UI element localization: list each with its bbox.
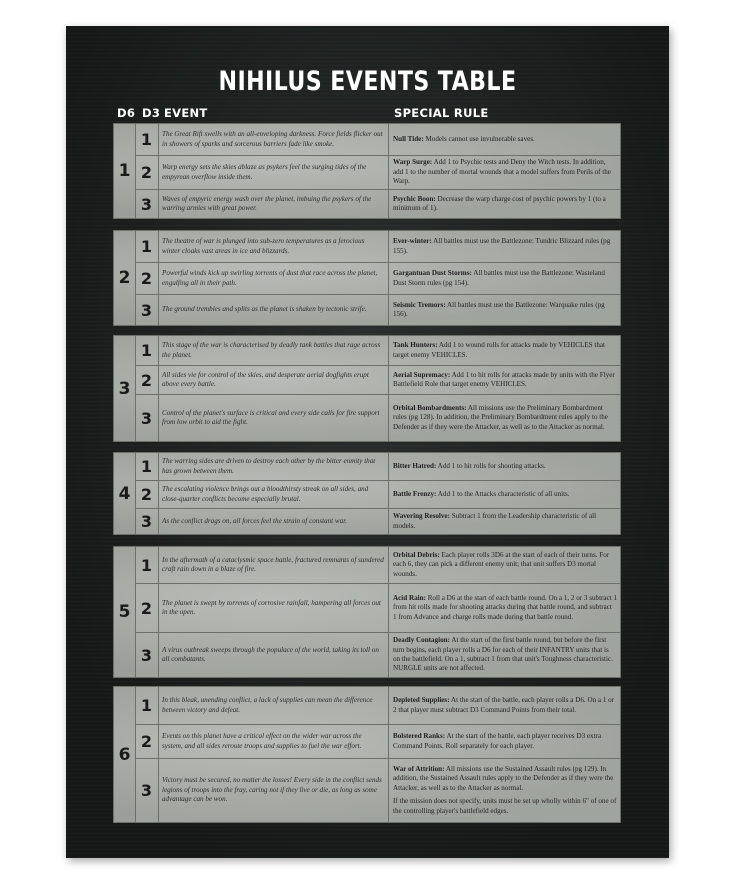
d6-result: 3 xyxy=(114,336,136,441)
d3-result: 1 xyxy=(135,453,159,480)
event-text: All sides vie for control of the skies, and desperate aerial dogfights erupt above every battle. xyxy=(162,370,369,388)
d6-result: 4 xyxy=(114,453,136,534)
special-rule xyxy=(389,395,620,441)
special-rule xyxy=(389,509,620,534)
rule-name: Psychic Boon: xyxy=(393,194,436,203)
event-description xyxy=(158,124,389,155)
rule-text: Each player rolls 3D6 at the start of each of their turns. For each 6, they can pick a different enemy unit; that unit suffers D3 mortal wounds. xyxy=(393,550,610,578)
rule-name: Orbital Debris: xyxy=(393,550,440,559)
table-row xyxy=(135,156,620,190)
d3-result: 2 xyxy=(135,725,159,758)
rule-name: Warp Surge: xyxy=(393,158,433,167)
rule-text: At the start of the battle, each player rolls a D6. On a 1 or 2 that player must subtract D3 Command Points from their total. xyxy=(393,696,615,714)
event-text: The warring sides are driven to destroy each other by the bitter enmity that has grown between them. xyxy=(162,457,376,475)
event-text: Victory must be secured, no matter the losses! Every side in the conflict sends legions of troops into the fray, caring not if they live or die, as long as some advantage can be won. xyxy=(162,776,382,804)
special-rule xyxy=(389,481,620,508)
d3-result: 2 xyxy=(135,366,159,394)
d3-result: 3 xyxy=(135,190,159,218)
rule-name: Seismic Tremors: xyxy=(393,300,446,309)
d6-result: 1 xyxy=(114,124,136,218)
event-description xyxy=(158,263,389,294)
table-row xyxy=(135,295,620,325)
rulebook-page xyxy=(66,26,669,858)
table-row xyxy=(135,190,620,218)
event-text: Powerful winds kick up swirling torrents of dust that race across the planet, engulfing all in their path. xyxy=(162,269,378,287)
rule-name: Null Tide: xyxy=(393,134,424,143)
special-rule-paragraph xyxy=(393,732,617,751)
event-description xyxy=(158,336,389,365)
rule-text: All battles must use the Battlezone: Wasteland Dust Storm rules (pg 154). xyxy=(393,269,605,287)
table-row xyxy=(135,124,620,156)
event-text: The escalating violence brings out a bloodthirsty streak on all sides, and close-quarter conflicts become especially brutal. xyxy=(162,485,369,503)
table-row xyxy=(135,231,620,263)
special-rule xyxy=(389,124,620,155)
rule-name: Aerial Supremacy: xyxy=(393,370,451,379)
d3-result: 3 xyxy=(135,633,159,677)
special-rule-paragraph xyxy=(393,636,617,674)
event-description xyxy=(158,687,389,724)
rule-text: All missions use the Sustained Assault rules (pg 129). In addition, the Sustained Assault rules apply to the Defender as if they were the Attacker, as well as to the Attacker as normal. xyxy=(393,764,614,792)
table-row xyxy=(135,366,620,395)
special-rule xyxy=(389,725,620,758)
special-rule-paragraph xyxy=(393,765,617,793)
event-group-6 xyxy=(113,686,621,823)
event-description xyxy=(158,231,389,262)
d3-result: 3 xyxy=(135,759,159,822)
d3-result: 3 xyxy=(135,395,159,441)
event-description xyxy=(158,759,389,822)
rule-text: Add 1 to the Attacks characteristic of all units. xyxy=(436,489,570,498)
event-text: The theatre of war is plunged into sub-zero temperatures as a ferocious winter cloaks vast areas in ice and blizzards. xyxy=(162,237,365,255)
rule-name: Bitter Hatred: xyxy=(393,461,437,470)
d3-result: 1 xyxy=(135,547,159,583)
event-description xyxy=(158,190,389,218)
column-header-special-rule: SPECIAL RULE xyxy=(394,106,489,120)
event-group-3 xyxy=(113,335,621,442)
d3-result: 2 xyxy=(135,481,159,508)
special-rule xyxy=(389,687,620,724)
event-description xyxy=(158,481,389,508)
event-description xyxy=(158,584,389,632)
d6-result: 2 xyxy=(114,231,136,325)
table-row xyxy=(135,687,620,725)
rule-text: All battles must use the Battlezone: Tundric Blizzard rules (pg 155). xyxy=(393,237,611,255)
event-description xyxy=(158,295,389,325)
rule-text: All battles must use the Battlezone: Warquake rules (pg 156). xyxy=(393,300,605,318)
table-row xyxy=(135,509,620,534)
table-row xyxy=(135,759,620,822)
event-description xyxy=(158,547,389,583)
d3-result: 1 xyxy=(135,687,159,724)
special-rule-paragraph xyxy=(393,594,617,622)
special-rule-paragraph xyxy=(393,696,617,715)
d3-result: 3 xyxy=(135,509,159,534)
d3-result: 2 xyxy=(135,584,159,632)
special-rule-paragraph xyxy=(393,237,617,256)
special-rule xyxy=(389,453,620,480)
special-rule-paragraph xyxy=(393,512,617,531)
event-description xyxy=(158,366,389,394)
special-rule-paragraph xyxy=(393,135,617,144)
rule-text: At the start of the battle, each player receives D3 extra Command Points. Roll separately for each player. xyxy=(393,732,602,750)
event-group-2 xyxy=(113,230,621,326)
rule-name: Ever-winter: xyxy=(393,237,432,246)
special-rule-paragraph xyxy=(393,269,617,288)
event-text: In this bleak, unending conflict, a lack of supplies can mean the difference between victory and defeat. xyxy=(162,696,373,714)
event-text: This stage of the war is characterised by deadly tank battles that rage across the planet. xyxy=(162,341,381,359)
rule-text: Add 1 to hit rolls for shooting attacks. xyxy=(436,461,546,470)
special-rule-paragraph xyxy=(393,301,617,320)
special-rule-paragraph xyxy=(393,341,617,360)
event-text: The Great Rift swells with an all-enveloping darkness. Force fields flicker out in showers of sparks and sorcerous barriers fade like smoke. xyxy=(162,130,383,148)
page-title: NIHILUS EVENTS TABLE xyxy=(218,66,517,97)
event-description xyxy=(158,509,389,534)
table-row xyxy=(135,395,620,441)
d3-result: 3 xyxy=(135,295,159,325)
event-description xyxy=(158,395,389,441)
special-rule xyxy=(389,366,620,394)
d3-result: 2 xyxy=(135,263,159,294)
rule-text: Models cannot use invulnerable saves. xyxy=(423,134,535,143)
special-rule-paragraph xyxy=(393,371,617,390)
event-text: Control of the planet's surface is critical and every side calls for fire support from low orbit to aid the fight. xyxy=(162,408,380,426)
special-rule xyxy=(389,231,620,262)
special-rule xyxy=(389,190,620,218)
rule-extra-text: If the mission does not specify, units must be set up wholly within 6" of one of the controlling player's battlefield edges. xyxy=(393,797,617,815)
d6-result: 6 xyxy=(114,687,136,822)
special-rule xyxy=(389,759,620,822)
rule-text: At the start of the first battle round, but before the first turn begins, each player rolls a D6 for each of their INFANTRY units that is on the battlefield. On a 1, subtract 1 from that unit's Toughness characteristic. NURGLE units are not affected. xyxy=(393,636,613,673)
event-description xyxy=(158,453,389,480)
rule-text: Subtract 1 from the Leadership characteristic of all models. xyxy=(393,512,597,530)
rule-text: Decrease the warp charge cost of psychic powers by 1 (to a minimum of 1). xyxy=(393,194,606,212)
event-text: The planet is swept by torrents of corrosive rainfall, hampering all forces out in the open. xyxy=(162,598,381,616)
table-row xyxy=(135,547,620,584)
event-group-4 xyxy=(113,452,621,535)
rule-name: Orbital Bombardments: xyxy=(393,403,467,412)
event-text: A virus outbreak sweeps through the populace of the world, taking its toll on all combatants. xyxy=(162,645,379,663)
special-rule-paragraph xyxy=(393,551,617,579)
rule-name: Bolstered Ranks: xyxy=(393,732,446,741)
event-text: Warp energy sets the skies ablaze as psykers feel the surging tides of the empyrean overflow inside them. xyxy=(162,163,367,181)
rule-text: Roll a D6 at the start of each battle round. On a 1, 2 or 3 subtract 1 from hit rolls made for shooting attacks during that battle round, and subtract 1 from Advance and charge rolls made during that battle round. xyxy=(393,593,618,621)
d3-result: 2 xyxy=(135,156,159,189)
special-rule xyxy=(389,547,620,583)
rule-text: Add 1 to hit rolls for attacks made by units with the Flyer Battlefield Role that target enemy VEHICLES. xyxy=(393,370,615,388)
special-rule-paragraph xyxy=(393,158,617,186)
special-rule xyxy=(389,336,620,365)
event-text: In the aftermath of a cataclysmic space battle, fractured remnants of sundered craft rain down in a blaze of fire. xyxy=(162,555,384,573)
d3-result: 1 xyxy=(135,336,159,365)
special-rule xyxy=(389,295,620,325)
event-text: Waves of empyric energy wash over the planet, imbuing the psykers of the warring armies with great power. xyxy=(162,194,372,212)
special-rule-paragraph xyxy=(393,195,617,214)
table-row xyxy=(135,336,620,366)
event-text: The ground trembles and splits as the planet is shaken by tectonic strife. xyxy=(162,305,367,314)
rule-text: Add 1 to wound rolls for attacks made by VEHICLES that target enemy VEHICLES. xyxy=(393,341,606,359)
d3-result: 1 xyxy=(135,231,159,262)
special-rule xyxy=(389,263,620,294)
rule-text: All missions use the Preliminary Bombardment rules (pg 128). In addition, the Preliminary Bombardment rules apply to the Defender as if they were the Attacker, as well as to the Attacker as normal. xyxy=(393,403,608,431)
column-header-event: EVENT xyxy=(164,106,208,120)
rule-name: Gargantuan Dust Storms: xyxy=(393,269,472,278)
table-row xyxy=(135,633,620,677)
event-text: As the conflict drags on, all forces feel the strain of constant war. xyxy=(162,516,347,525)
table-row xyxy=(135,584,620,633)
table-row xyxy=(135,453,620,481)
table-row xyxy=(135,263,620,295)
rule-name: Deadly Contagion: xyxy=(393,636,450,645)
event-text: Events on this planet have a critical effect on the wider war across the system, and all sides reroute troops and supplies to fuel the war effort. xyxy=(162,732,362,750)
d6-result: 5 xyxy=(114,547,136,677)
event-description xyxy=(158,725,389,758)
event-group-5 xyxy=(113,546,621,678)
rule-name: Tank Hunters: xyxy=(393,341,438,350)
special-rule xyxy=(389,633,620,677)
column-header-d6: D6 xyxy=(117,106,136,120)
special-rule xyxy=(389,584,620,632)
d3-result: 1 xyxy=(135,124,159,155)
table-row xyxy=(135,725,620,759)
rule-name: Battle Frenzy: xyxy=(393,489,437,498)
special-rule-paragraph xyxy=(393,404,617,432)
event-description xyxy=(158,633,389,677)
rule-name: Acid Rain: xyxy=(393,593,426,602)
rule-name: Wavering Resolve: xyxy=(393,512,450,521)
event-description xyxy=(158,156,389,189)
special-rule-paragraph xyxy=(393,462,617,471)
rule-text: Add 1 to Psychic tests and Deny the Witch tests. In addition, add 1 to the number of mortal wounds that a model suffers from Perils of the Warp. xyxy=(393,158,611,186)
rule-name: War of Attrition: xyxy=(393,764,445,773)
special-rule-paragraph xyxy=(393,490,617,499)
table-row xyxy=(135,481,620,509)
event-group-1 xyxy=(113,123,621,219)
special-rule xyxy=(389,156,620,189)
rule-name: Depleted Supplies: xyxy=(393,696,450,705)
column-header-d3: D3 xyxy=(142,106,161,120)
